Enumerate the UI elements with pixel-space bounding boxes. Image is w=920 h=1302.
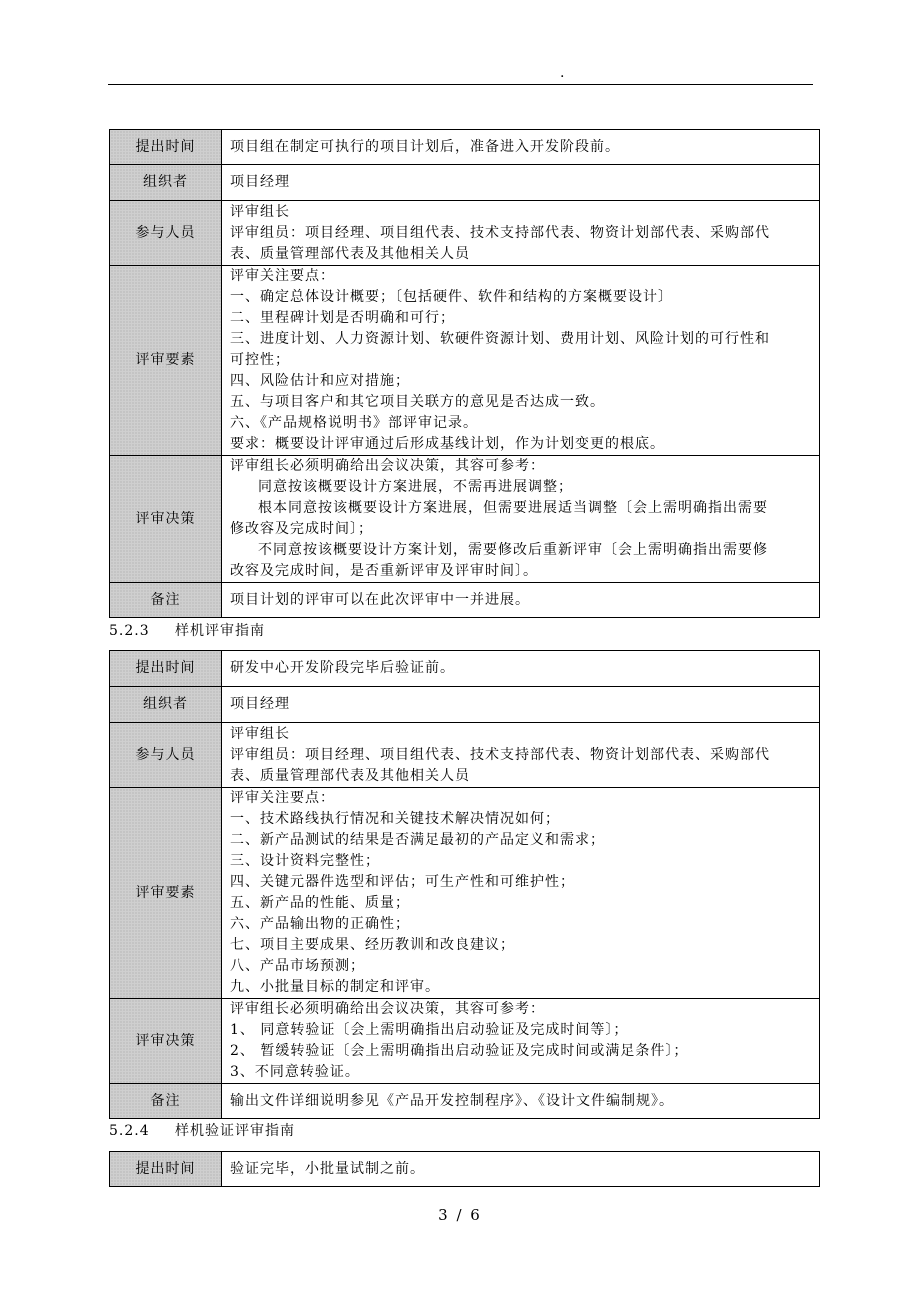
content-line: 一、技术路线执行情况和关键技术解决情况如何；	[230, 811, 560, 827]
content-line: 评审组员：项目经理、项目组代表、技术支持部代表、物资计划部代表、采购部代	[230, 224, 770, 241]
content-line: 七、项目主要成果、经历教训和改良建议；	[230, 937, 515, 953]
table-row	[110, 1152, 820, 1187]
table-row	[110, 583, 820, 618]
table-row	[110, 788, 820, 999]
table-row	[110, 723, 820, 788]
content-line: 2、 暂缓转验证〔会上需明确指出启动验证及完成时间或满足条件〕；	[230, 1043, 689, 1059]
content-line: 表、质量管理部代表及其他相关人员	[230, 767, 470, 784]
table-row	[110, 999, 820, 1084]
section-number: 5.2.3	[109, 623, 150, 639]
row-label: 提出时间	[110, 1152, 222, 1187]
content-line: 3、不同意转验证。	[230, 1064, 360, 1080]
row-label: 备注	[110, 1084, 222, 1119]
section-heading-523	[109, 622, 265, 640]
content-line: 1、 同意转验证〔会上需明确指出启动验证及完成时间等〕；	[230, 1022, 629, 1038]
row-label: 提出时间	[110, 651, 222, 687]
row-content	[222, 723, 820, 788]
content-line: 一、确定总体设计概要；〔包括硬件、软件和结构的方案概要设计〕	[230, 289, 673, 305]
content-line: 评审组长	[230, 203, 290, 220]
content-line: 项目计划的评审可以在此次评审中一并进展。	[230, 591, 530, 608]
row-content	[222, 456, 820, 583]
content-line: 五、新产品的性能、质量；	[230, 895, 410, 911]
row-content	[222, 130, 820, 165]
row-content	[222, 1084, 820, 1119]
row-content	[222, 165, 820, 201]
content-line: 评审组长	[230, 725, 290, 742]
content-line: 验证完毕，小批量试制之前。	[230, 1160, 425, 1177]
table-row	[110, 456, 820, 583]
row-label: 评审决策	[110, 456, 222, 583]
row-label: 提出时间	[110, 130, 222, 165]
row-content	[222, 651, 820, 687]
row-content	[222, 266, 820, 456]
content-line: 八、产品市场预测；	[230, 958, 365, 974]
header-mark: .	[560, 65, 565, 81]
content-line: 评审关注要点：	[230, 268, 335, 284]
content-line: 六、《产品规格说明书》部评审记录。	[230, 415, 478, 431]
table-row	[110, 201, 820, 266]
content-line: 三、进度计划、人力资源计划、软硬件资源计划、费用计划、风险计划的可行性和	[230, 331, 770, 347]
row-content	[222, 1152, 820, 1187]
table-row	[110, 651, 820, 687]
content-line: 不同意按该概要设计方案计划，需要修改后重新评审〔会上需明确指出需要修	[258, 542, 768, 558]
row-label: 参与人员	[110, 723, 222, 788]
table-row	[110, 687, 820, 723]
table-row	[110, 266, 820, 456]
table-row	[110, 130, 820, 165]
row-label: 备注	[110, 583, 222, 618]
section-title: 样机验证评审指南	[175, 1123, 295, 1139]
review-table-prototype	[109, 650, 820, 1119]
content-line: 四、风险估计和应对措施；	[230, 373, 410, 389]
content-line: 输出文件详细说明参见《产品开发控制程序》、《设计文件编制规》。	[230, 1092, 674, 1109]
content-line: 五、与项目客户和其它项目关联方的意见是否达成一致。	[230, 394, 605, 410]
content-line: 表、质量管理部代表及其他相关人员	[230, 245, 470, 262]
content-line: 评审关注要点：	[230, 790, 335, 806]
content-line: 可控性；	[230, 352, 290, 368]
row-label: 组织者	[110, 165, 222, 201]
content-line: 评审组长必须明确给出会议决策，其容可参考：	[230, 458, 545, 474]
row-label: 评审要素	[110, 788, 222, 999]
content-line: 根本同意按该概要设计方案进展，但需要进展适当调整〔会上需明确指出需要	[258, 500, 768, 516]
row-content	[222, 999, 820, 1084]
content-line: 评审组长必须明确给出会议决策，其容可参考：	[230, 1001, 545, 1017]
row-content	[222, 583, 820, 618]
content-line: 研发中心开发阶段完毕后验证前。	[230, 660, 455, 676]
content-line: 评审组员：项目经理、项目组代表、技术支持部代表、物资计划部代表、采购部代	[230, 746, 770, 763]
review-table-verification	[109, 1151, 820, 1187]
row-label: 组织者	[110, 687, 222, 723]
content-line: 四、关键元器件选型和评估；可生产性和可维护性；	[230, 874, 575, 890]
content-line: 项目经理	[230, 696, 290, 712]
row-label: 评审决策	[110, 999, 222, 1084]
row-content	[222, 687, 820, 723]
content-line: 项目组在制定可执行的项目计划后，准备进入开发阶段前。	[230, 138, 620, 155]
content-line: 要求：概要设计评审通过后形成基线计划，作为计划变更的根底。	[230, 436, 665, 452]
row-content	[222, 201, 820, 266]
row-label: 评审要素	[110, 266, 222, 456]
page-number: 3 / 6	[438, 1206, 482, 1224]
content-line: 六、产品输出物的正确性；	[230, 916, 410, 932]
content-line: 改容及完成时间，是否重新评审及评审时间〕。	[230, 563, 538, 579]
content-line: 二、新产品测试的结果是否满足最初的产品定义和需求；	[230, 832, 605, 848]
content-line: 同意按该概要设计方案进展，不需再进展调整；	[258, 479, 573, 495]
content-line: 三、设计资料完整性；	[230, 853, 380, 869]
header-rule	[108, 84, 813, 85]
content-line: 二、里程碑计划是否明确和可行；	[230, 310, 455, 326]
row-label: 参与人员	[110, 201, 222, 266]
section-number: 5.2.4	[109, 1123, 150, 1139]
section-title: 样机评审指南	[175, 623, 265, 639]
content-line: 修改容及完成时间〕；	[230, 521, 373, 537]
content-line: 九、小批量目标的制定和评审。	[230, 979, 440, 995]
row-content	[222, 788, 820, 999]
content-line: 项目经理	[230, 174, 290, 190]
table-row	[110, 165, 820, 201]
review-table-plan	[109, 129, 820, 618]
section-heading-524	[109, 1122, 295, 1140]
table-row	[110, 1084, 820, 1119]
